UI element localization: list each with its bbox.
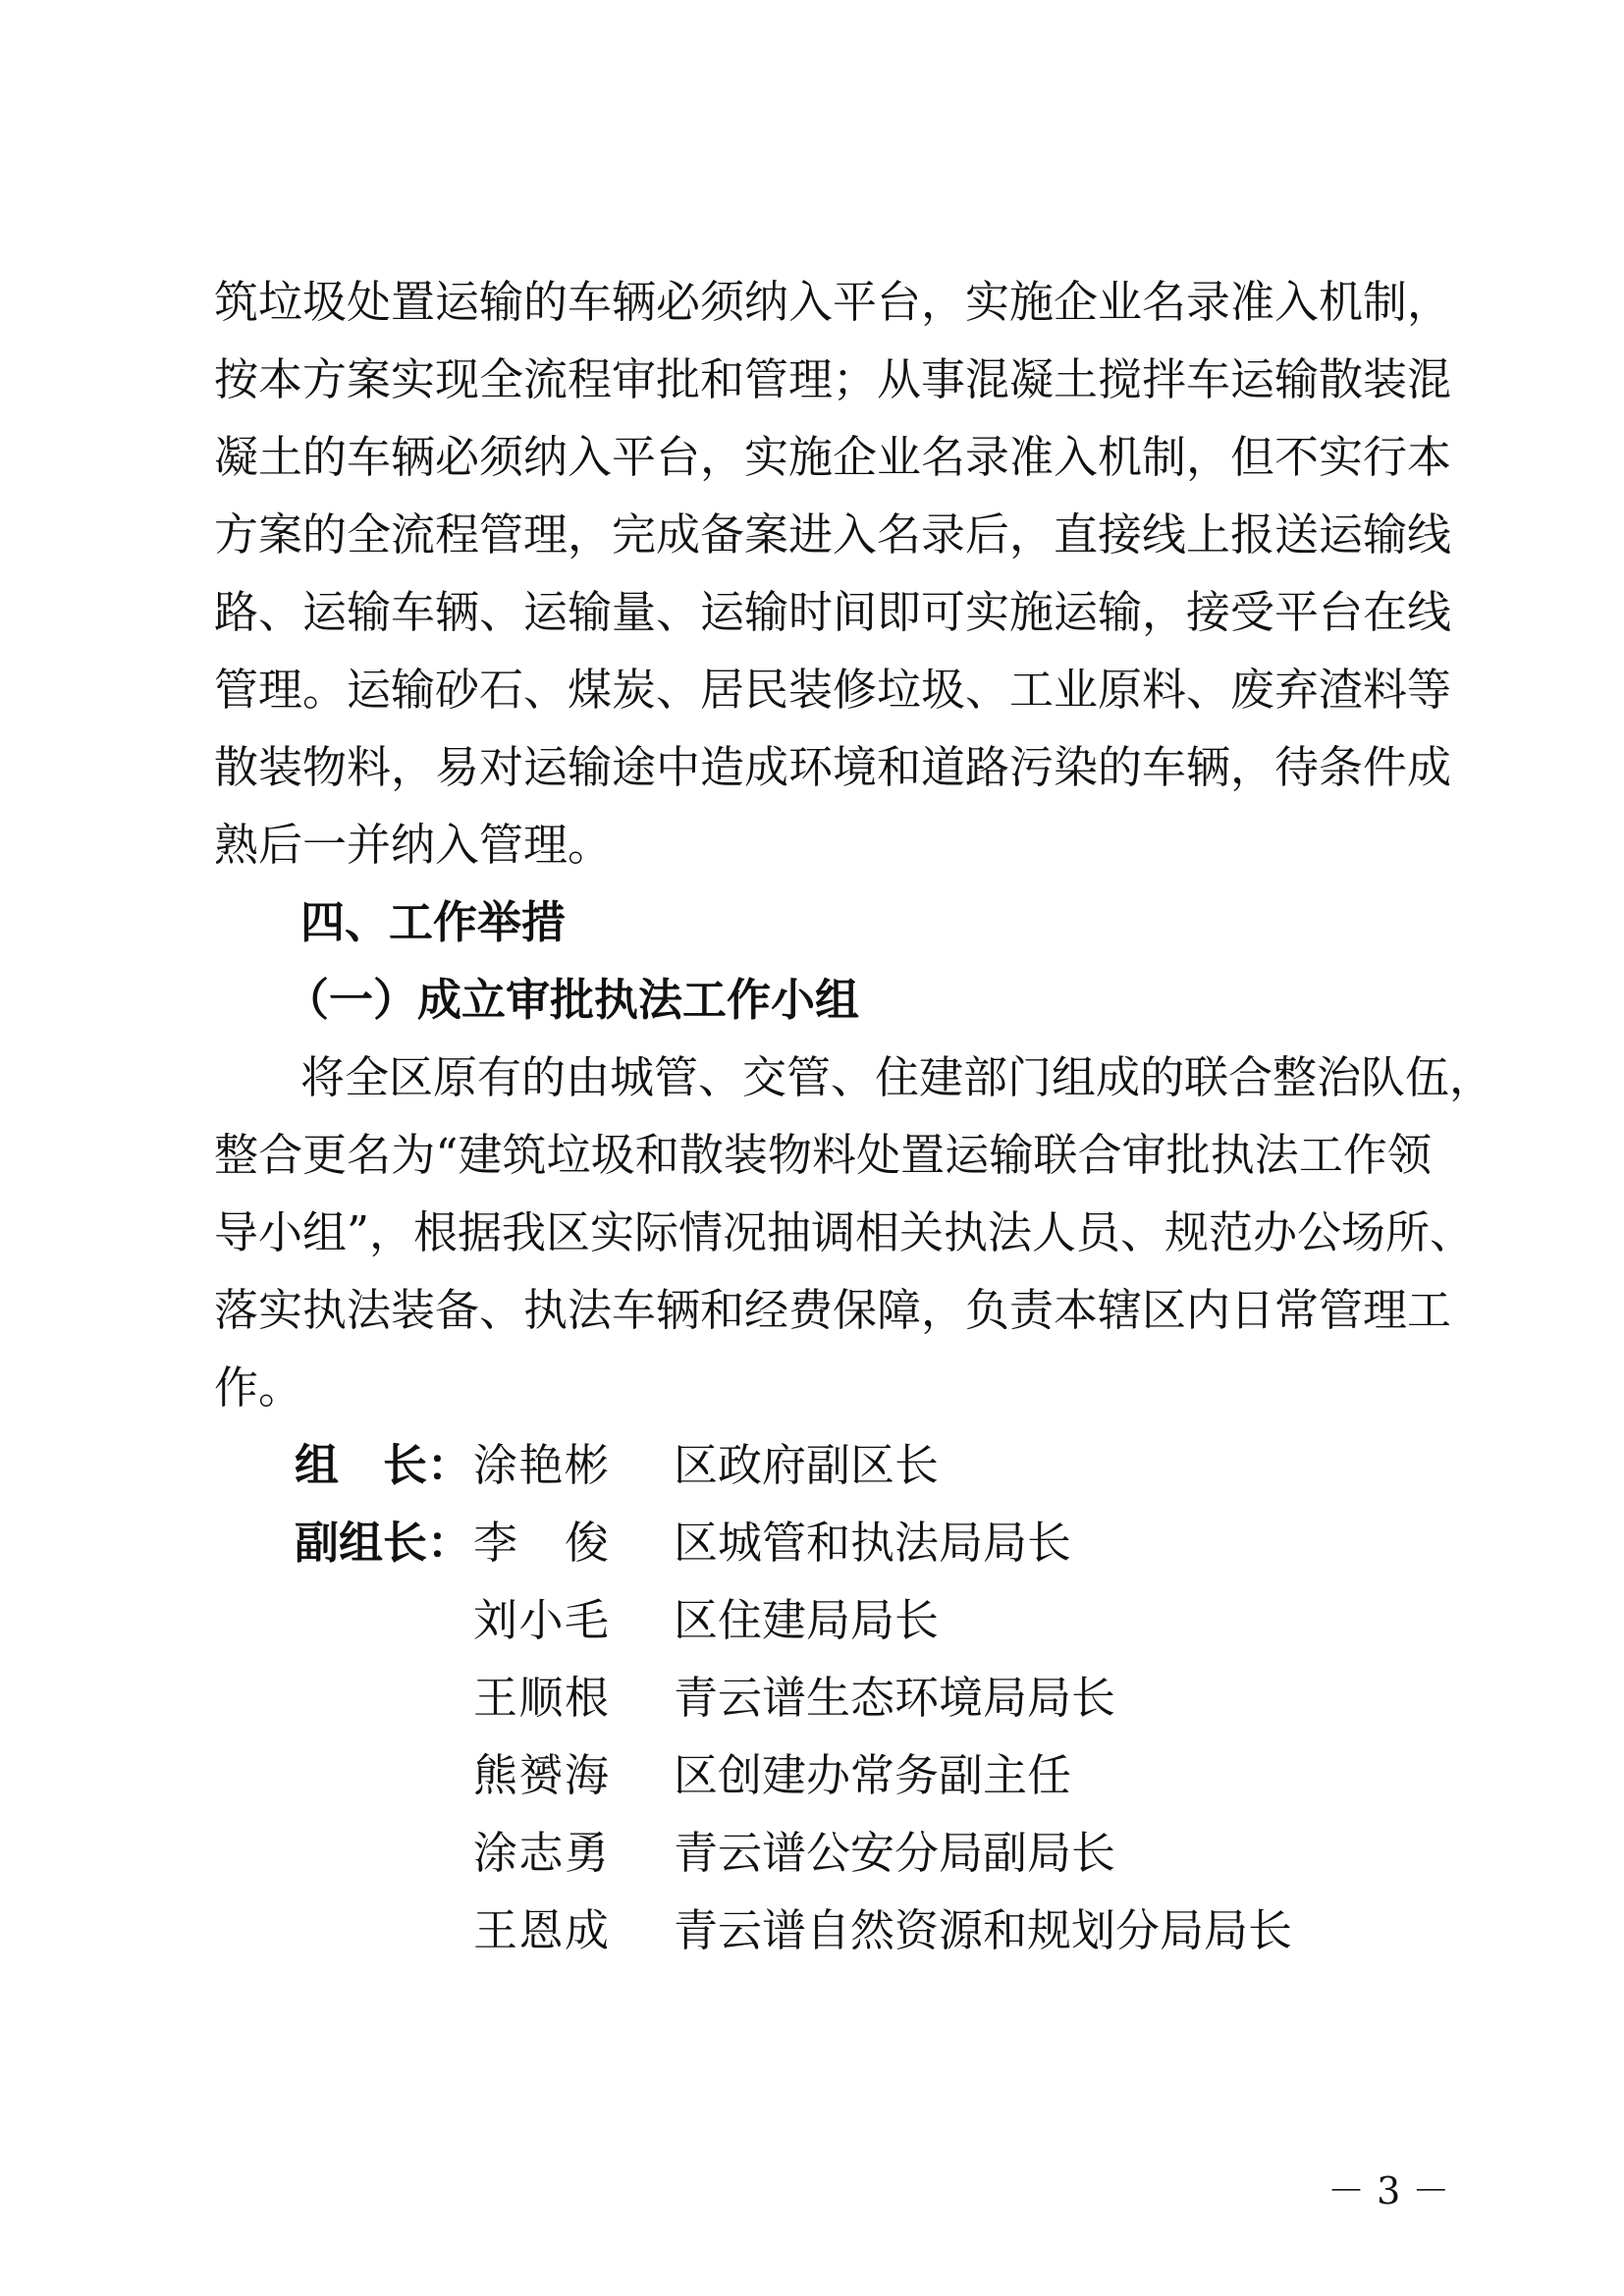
paragraph-line: 落实执法装备、执法车辆和经费保障，负责本辖区内日常管理工: [214, 1284, 1452, 1336]
member-title: 区政府副区长: [674, 1439, 940, 1491]
member-title: 区创建办常务副主任: [674, 1749, 1072, 1801]
member-role: 副组长：: [295, 1517, 472, 1569]
paragraph-line: 方案的全流程管理，完成备案进入名录后，直接线上报送运输线: [214, 508, 1452, 561]
member-row: [0, 1436, 1624, 1495]
member-row: [0, 1669, 1624, 1728]
member-name: 涂艳彬: [473, 1439, 609, 1491]
member-row: [0, 1514, 1624, 1573]
member-row: [0, 1746, 1624, 1805]
member-row: [0, 1824, 1624, 1883]
section-heading: 四、工作举措: [300, 896, 567, 948]
paragraph-line: 筑垃圾处置运输的车辆必须纳入平台，实施企业名录准入机制，: [214, 276, 1452, 328]
paragraph-line: 散装物料，易对运输途中造成环境和道路污染的车辆，待条件成: [214, 741, 1452, 793]
member-title: 青云谱生态环境局局长: [674, 1672, 1116, 1724]
paragraph-line: 将全区原有的由城管、交管、住建部门组成的联合整治队伍，: [300, 1051, 1494, 1103]
member-title: 区住建局局长: [674, 1594, 940, 1646]
member-title: 青云谱公安分局副局长: [674, 1827, 1116, 1879]
paragraph-line: 熟后一并纳入管理。: [214, 819, 613, 871]
member-name: 王恩成: [473, 1904, 609, 1956]
member-name: 李俊: [473, 1517, 609, 1569]
paragraph-line: 作。: [214, 1362, 303, 1414]
member-name: 刘小毛: [473, 1594, 609, 1646]
paragraph-line: 整合更名为“建筑垃圾和散装物料处置运输联合审批执法工作领: [214, 1129, 1432, 1181]
member-title: 青云谱自然资源和规划分局局长: [674, 1904, 1293, 1956]
paragraph-line: 管理。运输砂石、煤炭、居民装修垃圾、工业原料、废弃渣料等: [214, 664, 1452, 716]
paragraph-line: 路、运输车辆、运输量、运输时间即可实施运输，接受平台在线: [214, 586, 1452, 638]
paragraph-line: 导小组”，根据我区实际情况抽调相关执法人员、规范办公场所、: [214, 1206, 1475, 1258]
subsection-heading: （一）成立审批执法工作小组: [285, 974, 860, 1026]
member-name: 王顺根: [473, 1672, 609, 1724]
member-name: 涂志勇: [473, 1827, 609, 1879]
paragraph-line: 按本方案实现全流程审批和管理；从事混凝土搅拌车运输散装混: [214, 353, 1452, 405]
member-row: [0, 1901, 1624, 1960]
member-name: 熊赟海: [473, 1749, 609, 1801]
page-number: － 3 －: [1327, 2169, 1450, 2213]
member-row: [0, 1591, 1624, 1650]
member-role: 组 长：: [295, 1439, 472, 1491]
paragraph-line: 凝土的车辆必须纳入平台，实施企业名录准入机制，但不实行本: [214, 431, 1452, 483]
member-title: 区城管和执法局局长: [674, 1517, 1072, 1569]
